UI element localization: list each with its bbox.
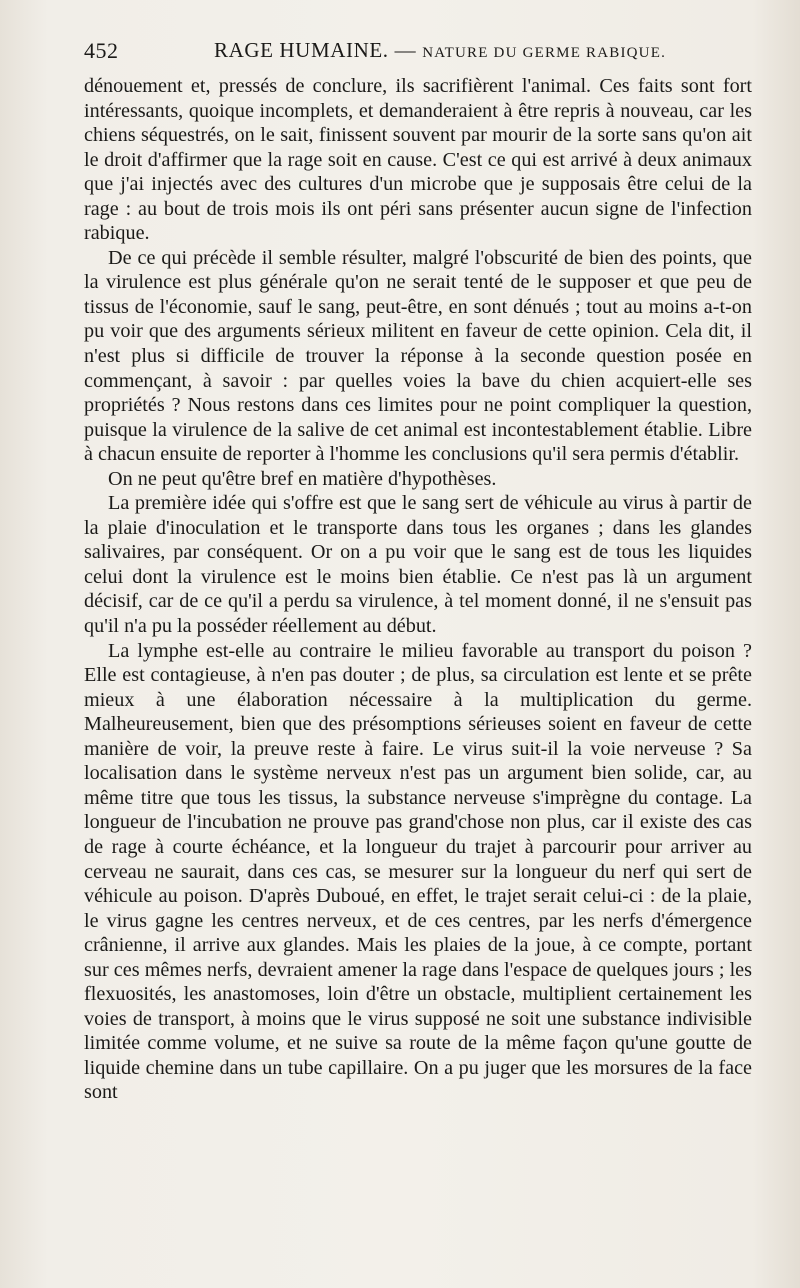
chapter-title: RAGE HUMAINE. bbox=[214, 38, 389, 62]
paragraph-3: On ne peut qu'être bref en matière d'hypothèses. bbox=[108, 467, 497, 490]
paragraph-5: La lymphe est-elle au contraire le milieu favorable au transport du poison ? Elle est contagieuse, à n'en pas douter ; de plus, sa circulation est lente et se prête mieux à une élaboration nécessaire à la multiplication du germe. Malheureusement, bien que des présomptions sérieuses soient en faveur de cette manière de voir, la preuve reste à faire. Le virus suit-il la voie nerveuse ? Sa localisation dans le système nerveux n'est pas un argument bien solide, car, au même titre que tous les tissus, la substance nerveuse s'imprègne du contage. La longueur de l'incubation ne prouve pas grand'chose non plus, car il existe des cas de rage à courte échéance, et la longueur du trajet à parcourir pour arriver au cerveau ne saurait, dans ces cas, se mesurer sur la longueur du nerf qui sert de véhicule au poison. D'après Duboué, en effet, le trajet serait celui-ci : de la plaie, le virus gagne les centres nerveux, et de ces centres, par les nerfs d'émergence crânienne, il arrive aux glandes. Mais les plaies de la joue, à ce compte, portant sur ces mêmes nerfs, devraient amener la rage dans l'espace de quelques jours ; les flexuosités, les anastomoses, loin d'être un obstacle, multiplient certainement les voies de transport, à moins que le virus supposé ne soit une substance indivisible limitée comme volume, et ne suive sa route de la même façon qu'une goutte de liquide chemine dans un tube capillaire. On a pu juger que les morsures de la face sont bbox=[84, 639, 752, 1104]
body-text bbox=[84, 74, 752, 1105]
running-title bbox=[214, 38, 666, 63]
running-header bbox=[84, 38, 750, 68]
page-number: 452 bbox=[84, 38, 119, 63]
section-subtitle: NATURE DU GERME RABIQUE. bbox=[422, 45, 667, 61]
paragraph-2: De ce qui précède il semble résulter, malgré l'obscurité de bien des points, que la virulence est plus générale qu'on ne serait tenté de le supposer et que peu de tissus de l'économie, sauf le sang, peut-être, en sont dénués ; tout au moins a-t-on pu voir que des arguments sérieux militent en faveur de cette opinion. Cela dit, il n'est plus si difficile de trouver la réponse à la seconde question posée en commençant, à savoir : par quelles voies la bave du chien acquiert-elle ses propriétés ? Nous restons dans ces limites pour ne point compliquer la question, puisque la virulence de la salive de cet animal est incontestablement établie. Libre à chacun ensuite de reporter à l'homme les conclusions qu'il sera permis d'établir. bbox=[84, 246, 752, 466]
title-dash: — bbox=[394, 38, 417, 62]
paragraph-4: La première idée qui s'offre est que le sang sert de véhicule au virus à partir de la plaie d'inoculation et le transporte dans tous les organes ; dans les glandes salivaires, par conséquent. Or on a pu voir que le sang est de tous les liquides celui dont la virulence est le moins bien établie. Ce n'est pas là un argument décisif, car de ce qu'il a perdu sa virulence, à tel moment donné, il ne s'ensuit pas qu'il n'a pu la posséder réellement au début. bbox=[84, 492, 752, 638]
paragraph-1: dénouement et, pressés de conclure, ils sacrifièrent l'animal. Ces faits sont fort intéressants, quoique incomplets, et demanderaient à être repris à nouveau, car les chiens séquestrés, on le sait, finissent souvent par mourir de la sorte sans qu'on ait le droit d'affirmer que la rage soit en cause. C'est ce qui est arrivé à deux animaux que j'ai injectés avec des cultures d'un microbe que je supposais être celui de la rage : au bout de trois mois ils ont péri sans présenter aucun signe de l'infection rabique. bbox=[84, 75, 752, 245]
